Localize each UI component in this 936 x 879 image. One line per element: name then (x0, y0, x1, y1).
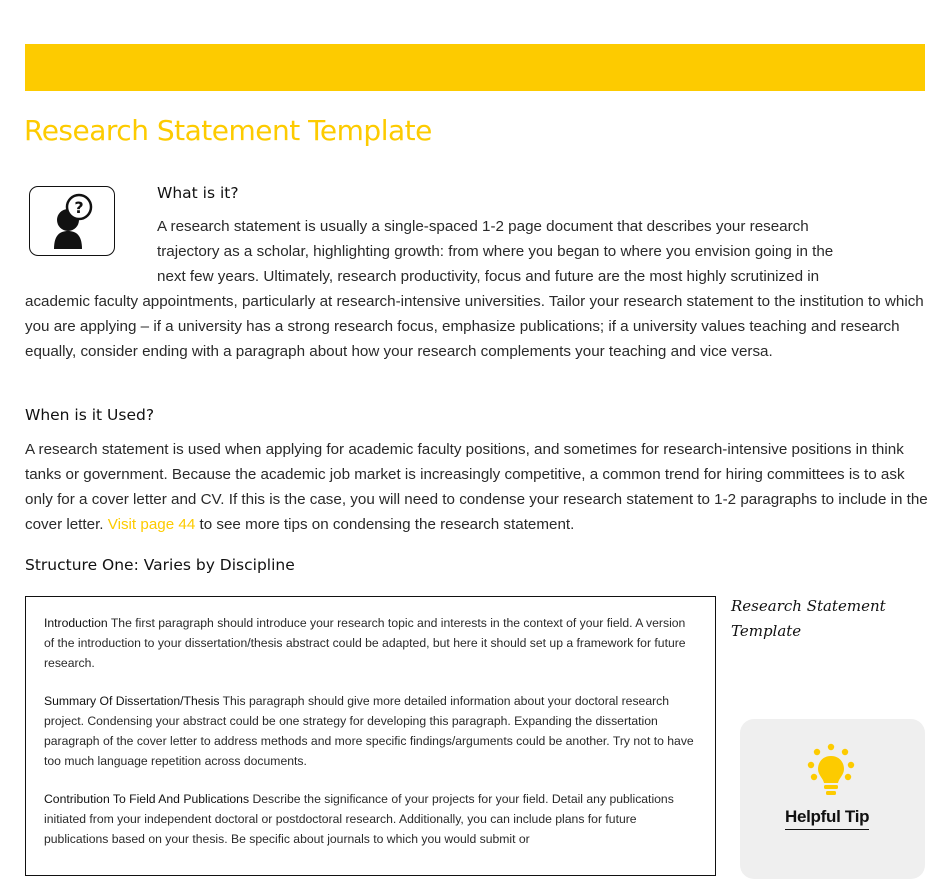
section-label: Contribution To Field And Publications (44, 792, 250, 806)
section-label: Introduction (44, 616, 108, 630)
lightbulb-icon (802, 741, 862, 797)
what-rest: academic faculty appointments, particularly at research-intensive universities. Tailor your research statement to the institution to which you are applying – if a university has a strong research focus, emphasize publications; if a university values teaching and research equally, consider ending with a paragraph about how your research complements your teaching and vice versa. (25, 293, 924, 360)
when-heading: When is it Used? (25, 406, 155, 424)
helpful-tip-label: Helpful Tip (785, 807, 869, 830)
what-heading: What is it? (157, 184, 239, 202)
structure-section (44, 691, 695, 771)
helpful-tip-card (740, 719, 925, 879)
when-body: A research statement is used when applying for academic faculty positions, and sometimes for research-intensive positions in think tanks or government. Because the academic job market is increasingly competitive, a common trend for hiring committees is to ask only for a cover letter and CV. If this is the case, you will need to condense your research statement to 1-2 paragraphs to include in the cover letter. (25, 441, 928, 533)
svg-text:?: ? (74, 198, 84, 217)
section-label: Summary Of Dissertation/Thesis (44, 694, 220, 708)
what-line-1: A research statement is usually a single-spaced 1-2 page document that describes your research (157, 218, 809, 235)
what-line-3: next few years. Ultimately, research productivity, focus and future are the most highly scrutinized in (157, 268, 820, 285)
section-text: This paragraph should give more detailed information about your doctoral research project. Condensing your abstract could be one strategy for developing this paragraph. Expanding the dissertation paragraph of the cover letter to address methods and more specific findings/arguments could be another. Try not to have too much language repetition across documents. (44, 694, 694, 768)
structure-box (25, 596, 716, 876)
what-line-2: trajectory as a scholar, highlighting growth: from where you began to where you envision going in the (157, 243, 834, 260)
page-44-link[interactable]: Visit page 44 (107, 516, 196, 533)
what-paragraph (25, 214, 925, 364)
when-tail: to see more tips on condensing the research statement. (195, 516, 575, 533)
structure-section (44, 789, 695, 849)
structure-section (44, 613, 695, 673)
sidebar-title: Research Statement Template (731, 597, 886, 640)
section-text: Describe the significance of your projects for your field. Detail any publications initiated from your independent doctoral or postdoctoral research. Additionally, you can include plans for future publications based on your thesis. Be specific about journals to which you would submit or (44, 792, 674, 846)
header-banner (25, 44, 925, 91)
structure-heading: Structure One: Varies by Discipline (25, 556, 295, 574)
section-text: The first paragraph should introduce your research topic and interests in the context of your field. A version of the introduction to your dissertation/thesis abstract could be adapted, but here it should set up a framework for future research. (44, 616, 686, 670)
when-paragraph (25, 437, 930, 537)
page-title: Research Statement Template (24, 114, 432, 147)
